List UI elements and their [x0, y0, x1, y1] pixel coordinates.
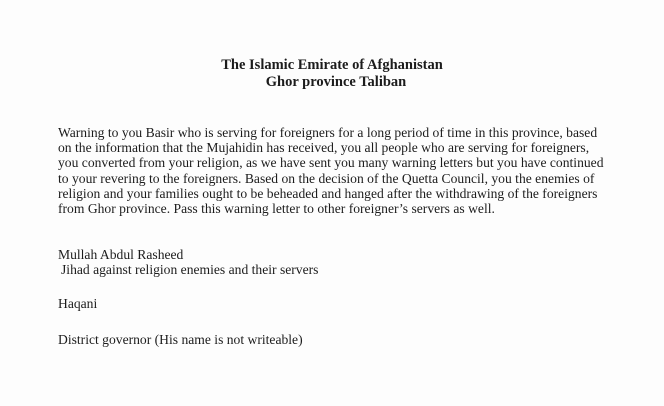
second-signatory: Haqani: [58, 296, 98, 311]
body-line: religion and your families ought to be beheaded and hanged after the withdrawing of the foreigners: [58, 185, 598, 201]
body-line: to your revering to the foreigners. Based on the decision of the Quetta Council, you the enemies of: [58, 170, 595, 186]
signatory-name: Mullah Abdul Rasheed: [58, 247, 184, 262]
letter-subtitle: Ghor province Taliban: [265, 74, 407, 90]
body-line: on the information that the Mujahidin has received, you all people who are serving for foreigners,: [58, 140, 590, 156]
letter-body: [58, 125, 630, 216]
third-signatory: District governor (His name is not writeable): [58, 332, 303, 347]
letter-header: [0, 57, 664, 91]
body-line: Warning to you Basir who is serving for foreigners for a long period of time in this province, based: [58, 125, 598, 140]
body-line: you converted from your religion, as we have sent you many warning letters but you have continued: [58, 155, 604, 171]
body-line: from Ghor province. Pass this warning letter to other foreigner’s servers as well.: [58, 201, 495, 217]
signature-block: [58, 247, 318, 277]
letter-title: The Islamic Emirate of Afghanistan: [221, 57, 443, 73]
signatory-role: Jihad against religion enemies and their servers: [61, 262, 319, 278]
